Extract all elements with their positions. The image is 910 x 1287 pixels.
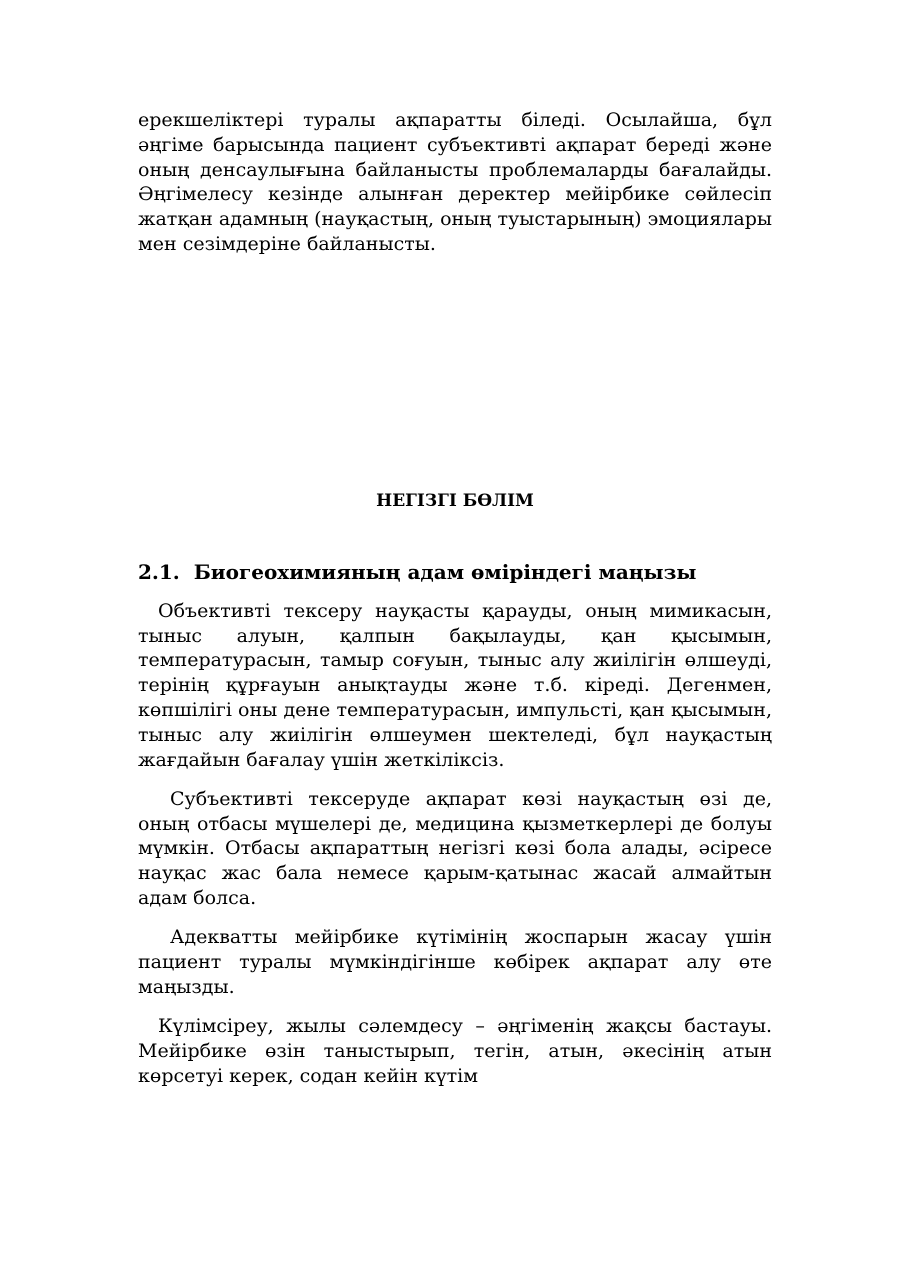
paragraph-greeting: Күлімсіреу, жылы сәлемдесу – әңгіменің жақсы бастауы. Мейірбике өзін таныстырып, тегін, атын, әкесінің атын көрсетуі керек, содан кейін күтім [138, 1015, 772, 1087]
document-page [138, 108, 772, 1089]
paragraph-objective-exam: Объективті тексеру науқасты қарауды, оның мимикасын, тыныс алуын, қалпын бақылауды, қан қысымын, температурасын, тамыр соғуын, тыныс алу жиілігін өлшеуді, терінің құрғауын анықтауды және т.б. кіреді. Дегенмен, көпшілігі оны дене температурасын, импульсті, қан қысымын, тыныс алу жиілігін өлшеумен шектеледі, бұл науқастың жағдайын бағалау үшін жеткіліксіз. [138, 599, 772, 771]
subsection-number: 2.1. [138, 559, 180, 584]
blank-space [138, 257, 772, 489]
subsection-title: Биогеохимияның адам өміріндегі маңызы [193, 559, 697, 584]
intro-paragraph: ерекшеліктері туралы ақпаратты біледі. Осылайша, бұл әңгіме барысында пациент субъективті ақпарат береді және оның денсаулығына байланысты проблемаларды бағалайды. Әңгімелесу кезінде алынған деректер мейірбике сөйлесіп жатқан адамның (науқастың, оның туыстарының) эмоциялары мен сезімдеріне байланысты. [138, 109, 772, 255]
subsection-heading [138, 559, 772, 585]
paragraph-subjective-exam: Субъективті тексеруде ақпарат көзі науқастың өзі де, оның отбасы мүшелері де, медицина қызметкерлері де болуы мүмкін. Отбасы ақпараттың негізгі көзі бола алады, әсіресе науқас жас бала немесе қарым-қатынас жасай алмайтын адам болса. [138, 787, 772, 910]
paragraph-care-plan: Адекватты мейірбике күтімінің жоспарын жасау үшін пациент туралы мүмкіндігінше көбірек ақпарат алу өте маңызды. [138, 926, 772, 998]
section-title: НЕГІЗГІ БӨЛІМ [376, 490, 534, 511]
